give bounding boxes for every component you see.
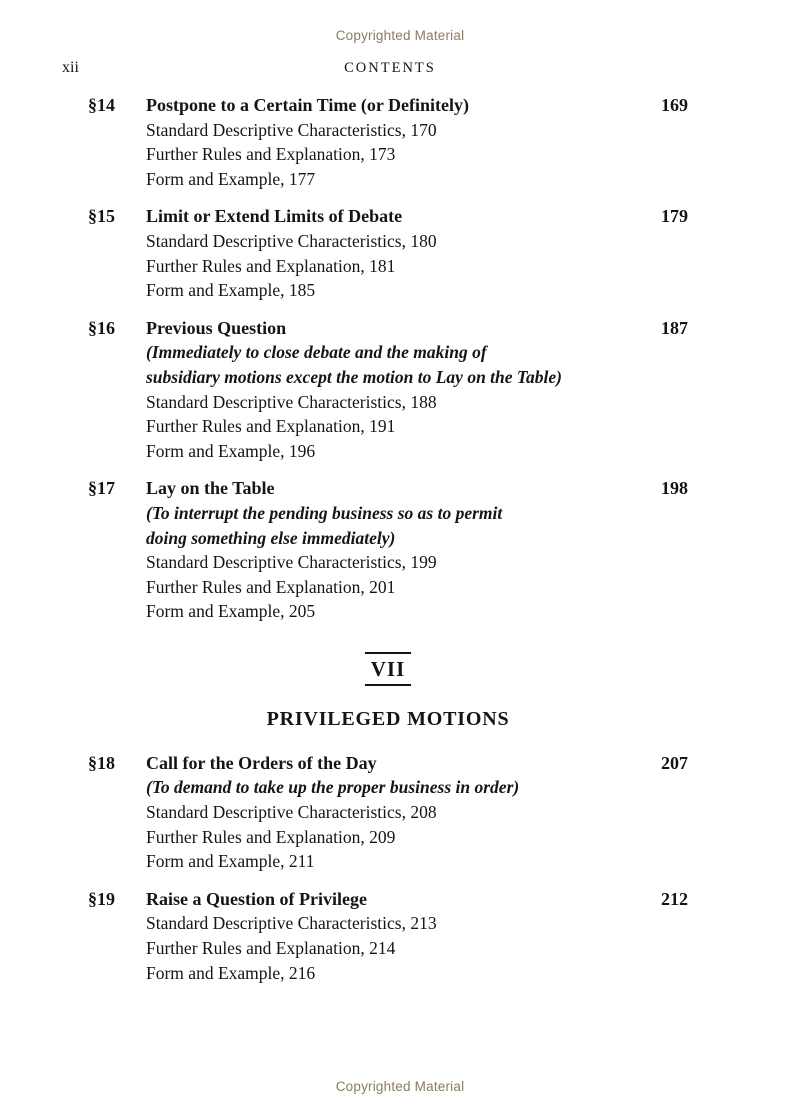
entry-note-line: doing something else immediately) — [146, 527, 396, 548]
entry-title: Limit or Extend Limits of Debate — [146, 206, 403, 227]
entry-sub-item: Further Rules and Explanation, 201 — [146, 576, 396, 597]
entry-sub-item: Further Rules and Explanation, 173 — [146, 144, 396, 165]
entry-title: Lay on the Table — [146, 478, 275, 499]
entry-section-number: §17 — [88, 478, 115, 499]
entry-note-line: (To demand to take up the proper business in order) — [146, 777, 520, 798]
entry-section-number: §19 — [88, 888, 115, 909]
entry-sub-item: Further Rules and Explanation, 209 — [146, 826, 396, 847]
entry-sub-item: Further Rules and Explanation, 191 — [146, 416, 396, 437]
entry-title: Previous Question — [146, 317, 287, 338]
entry-title: Postpone to a Certain Time (or Definitely) — [146, 95, 469, 115]
entry-section-number: §18 — [88, 752, 115, 773]
toc-body — [88, 93, 688, 998]
entry-page-number: 212 — [661, 888, 688, 909]
entry-page-number: 207 — [661, 752, 688, 773]
entry-body — [146, 476, 632, 624]
entry-note-line: (Immediately to close debate and the making of — [146, 342, 487, 363]
entry-sub-item: Standard Descriptive Characteristics, 208 — [146, 802, 437, 823]
entry-section-number: §14 — [88, 95, 115, 115]
entry-body — [146, 751, 632, 874]
toc-entry — [88, 751, 688, 874]
entry-body — [146, 204, 632, 302]
entry-note-line: subsidiary motions except the motion to Lay on the Table) — [146, 366, 562, 387]
part-rule-bottom — [365, 684, 411, 686]
entry-sub-item: Form and Example, 205 — [146, 601, 316, 622]
entry-sub-item: Further Rules and Explanation, 214 — [146, 938, 396, 959]
entry-note-line: (To interrupt the pending business so as to permit — [146, 502, 503, 523]
entry-sub-item: Form and Example, 196 — [146, 440, 316, 461]
contents-header: CONTENTS — [344, 60, 436, 76]
entry-page-number: 198 — [661, 478, 688, 499]
entry-page-number: 169 — [661, 95, 688, 115]
entry-page-number: 179 — [661, 206, 688, 227]
entry-sub-item: Form and Example, 185 — [146, 280, 316, 301]
part-header — [88, 652, 688, 731]
part-title: PRIVILEGED MOTIONS — [266, 707, 510, 730]
entry-sub-item: Standard Descriptive Characteristics, 188 — [146, 391, 437, 412]
entry-sub-item: Standard Descriptive Characteristics, 199 — [146, 552, 437, 573]
toc-entry — [88, 887, 688, 985]
page-folio: xii — [62, 59, 79, 76]
entry-sub-item: Standard Descriptive Characteristics, 170 — [146, 119, 437, 140]
part-numeral: VII — [370, 656, 406, 681]
entry-body — [146, 316, 632, 464]
entry-page-number: 187 — [661, 317, 688, 338]
entry-body — [146, 93, 632, 191]
toc-entry — [88, 476, 688, 624]
entry-sub-item: Form and Example, 177 — [146, 168, 316, 189]
entry-title: Raise a Question of Privilege — [146, 888, 367, 909]
entry-title: Call for the Orders of the Day — [146, 752, 377, 773]
copyright-notice-bottom: Copyrighted Material — [335, 1079, 465, 1094]
entry-section-number: §16 — [88, 317, 115, 338]
copyright-notice-top: Copyrighted Material — [335, 28, 465, 43]
toc-entry — [88, 93, 688, 191]
entry-section-number: §15 — [88, 206, 115, 227]
entry-sub-item: Further Rules and Explanation, 181 — [146, 255, 396, 276]
entry-sub-item: Form and Example, 211 — [146, 851, 315, 872]
entry-body — [146, 887, 632, 985]
entry-sub-item: Standard Descriptive Characteristics, 180 — [146, 230, 437, 251]
toc-entry — [88, 204, 688, 302]
entry-sub-item: Standard Descriptive Characteristics, 213 — [146, 913, 437, 934]
toc-entry — [88, 316, 688, 464]
entry-sub-item: Form and Example, 216 — [146, 962, 316, 983]
